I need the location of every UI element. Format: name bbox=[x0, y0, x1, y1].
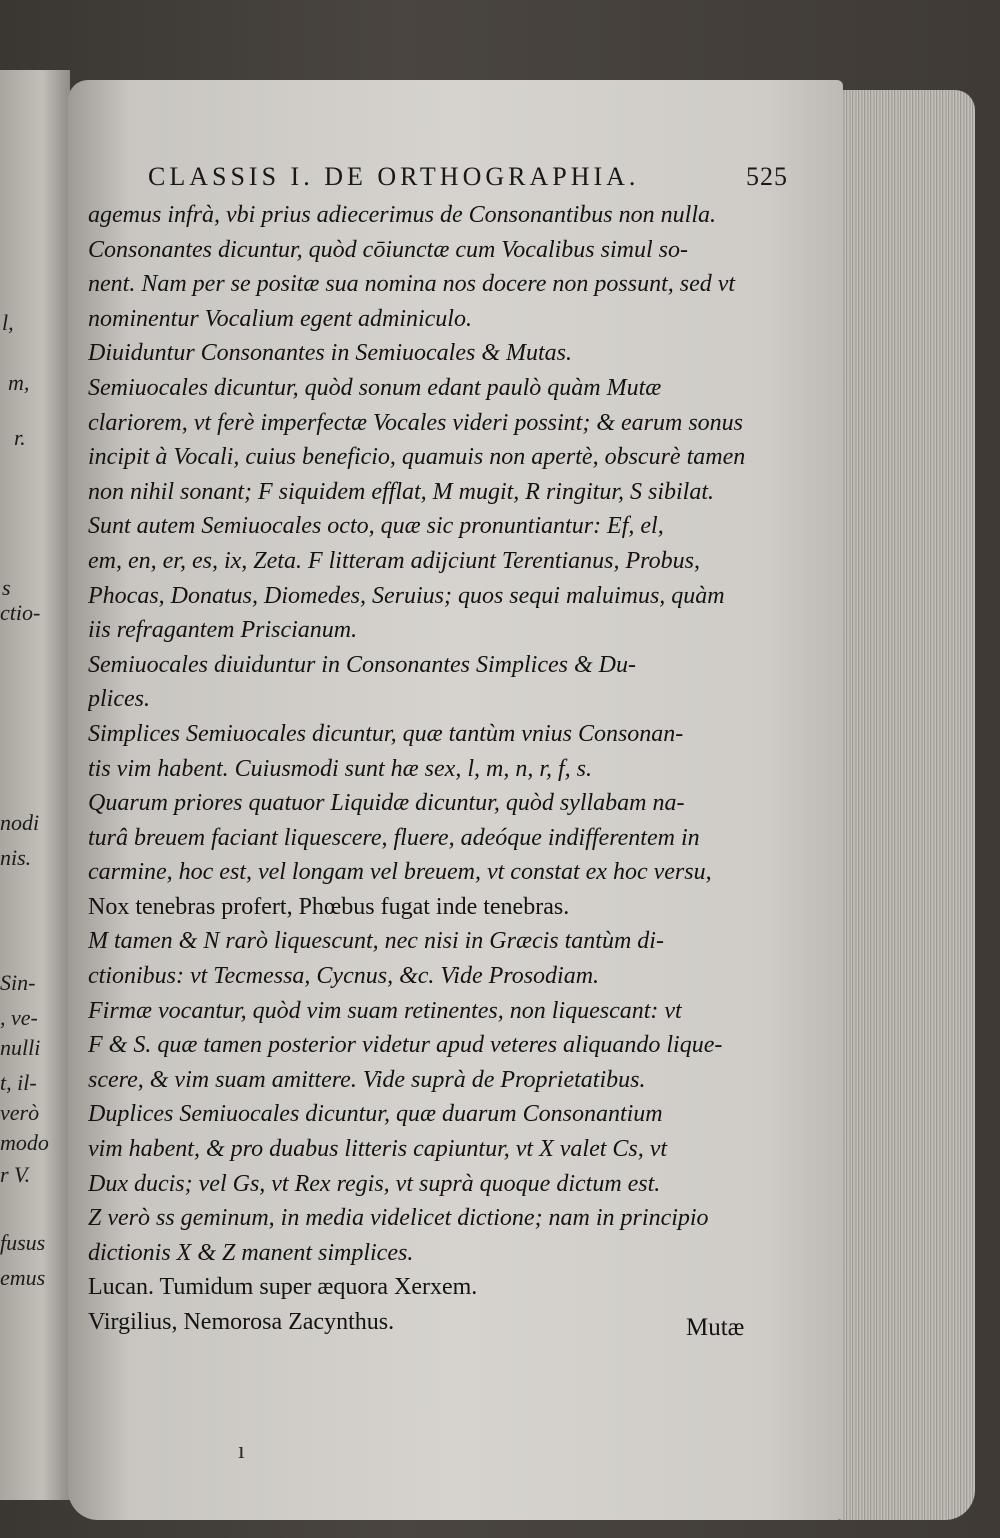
left-margin-fragment: s bbox=[2, 575, 11, 600]
page-number: 525 bbox=[746, 162, 788, 191]
left-margin-fragment: l, bbox=[2, 310, 14, 335]
quote-line: Virgilius, Nemorosa Zacynthus. bbox=[88, 1309, 395, 1335]
left-margin-fragment: Sin- bbox=[0, 970, 36, 995]
page-edges bbox=[840, 90, 975, 1520]
text-line: Duplices Semiuocales dicuntur, quæ duarum Consonantium bbox=[88, 1101, 663, 1128]
text-line: iis refragantem Priscianum. bbox=[88, 617, 358, 644]
text-line: carmine, hoc est, vel longam vel breuem, vt constat ex hoc versu, bbox=[88, 859, 712, 886]
text-line: Z verò ss geminum, in media videlicet dictione; nam in principio bbox=[88, 1205, 709, 1232]
text-line: Sunt autem Semiuocales octo, quæ sic pronuntiantur: Ef, el, bbox=[88, 513, 664, 540]
left-margin-fragment: nis. bbox=[0, 845, 32, 870]
text-line: Phocas, Donatus, Diomedes, Seruius; quos sequi maluimus, quàm bbox=[88, 582, 725, 609]
text-line: agemus infrà, vbi prius adiecerimus de Consonantibus non nulla. bbox=[88, 202, 716, 228]
text-line: nominentur Vocalium egent adminiculo. bbox=[88, 305, 472, 332]
left-margin-fragment: emus bbox=[0, 1265, 46, 1290]
text-line: vim habent, & pro duabus litteris capiuntur, vt X valet Cs, vt bbox=[88, 1136, 668, 1163]
left-margin-fragment: nulli bbox=[0, 1035, 41, 1060]
text-line: Semiuocales dicuntur, quòd sonum edant paulò quàm Mutæ bbox=[88, 374, 662, 401]
text-line: Diuiduntur Consonantes in Semiuocales & Mutas. bbox=[88, 340, 572, 367]
left-margin-fragment: m, bbox=[8, 370, 30, 395]
left-margin-fragment: fusus bbox=[0, 1230, 46, 1255]
text-line: non nihil sonant; F siquidem efflat, M mugit, R ringitur, S sibilat. bbox=[88, 478, 715, 505]
body-text bbox=[88, 198, 756, 1340]
text-line: tis vim habent. Cuiusmodi sunt hæ sex, l, m, n, r, f, s. bbox=[88, 755, 593, 782]
text-line: turâ breuem faciant liquescere, fluere, adeóque indifferentem in bbox=[88, 824, 700, 851]
text-line: nent. Nam per se positæ sua nomina nos docere non possunt, sed vt bbox=[88, 271, 736, 298]
text-line: F & S. quæ tamen posterior videtur apud veteres aliquando lique- bbox=[88, 1032, 723, 1059]
text-line: incipit à Vocali, cuius beneficio, quamuis non apertè, obscurè tamen bbox=[88, 444, 746, 471]
text-line: Consonantes dicuntur, quòd cōiunctæ cum Vocalibus simul so- bbox=[88, 236, 688, 263]
text-line: plices. bbox=[88, 686, 150, 713]
text-line: scere, & vim suam amittere. Vide suprà de Proprietatibus. bbox=[88, 1066, 646, 1093]
header-title: CLASSIS I. DE ORTHOGRAPHIA. bbox=[148, 162, 640, 191]
left-margin-fragment: t, il- bbox=[0, 1070, 37, 1095]
text-line: em, en, er, es, ix, Zeta. F litteram adijciunt Terentianus, Probus, bbox=[88, 547, 700, 574]
left-margin-fragment: , ve- bbox=[0, 1005, 38, 1030]
text-line: clariorem, vt ferè imperfectæ Vocales videri possint; & earum sonus bbox=[88, 409, 744, 436]
left-margin-fragment: verò bbox=[0, 1100, 40, 1125]
left-margin-fragment: ctio- bbox=[0, 600, 41, 625]
text-line: Simplices Semiuocales dicuntur, quæ tantùm vnius Consonan- bbox=[88, 720, 684, 747]
text-line: dictionis X & Z manent simplices. bbox=[88, 1239, 414, 1266]
text-line: Quarum priores quatuor Liquidæ dicuntur, quòd syllabam na- bbox=[88, 790, 685, 817]
text-line: ctionibus: vt Tecmessa, Cycnus, &c. Vide Prosodiam. bbox=[88, 963, 600, 990]
text-line: M tamen & N rarò liquescunt, nec nisi in Græcis tantùm di- bbox=[88, 928, 664, 955]
text-line: Semiuocales diuiduntur in Consonantes Simplices & Du- bbox=[88, 651, 636, 678]
ink-mark: ı bbox=[238, 1438, 245, 1464]
left-page-edge bbox=[0, 70, 70, 1500]
quote-line: Lucan. Tumidum super æquora Xerxem. bbox=[88, 1274, 478, 1301]
left-margin-fragment: modo bbox=[0, 1130, 49, 1155]
left-margin-fragment: r. bbox=[14, 425, 26, 450]
left-margin-fragment: r V. bbox=[0, 1162, 31, 1187]
left-margin-fragment: nodi bbox=[0, 810, 40, 835]
verse-line: Nox tenebras profert, Phœbus fugat inde tenebras. bbox=[88, 893, 570, 920]
text-line: Dux ducis; vel Gs, vt Rex regis, vt suprà quoque dictum est. bbox=[88, 1170, 661, 1197]
catchword: Mutæ bbox=[686, 1314, 745, 1341]
text-line: Firmæ vocantur, quòd vim suam retinentes, non liquescant: vt bbox=[88, 997, 682, 1024]
